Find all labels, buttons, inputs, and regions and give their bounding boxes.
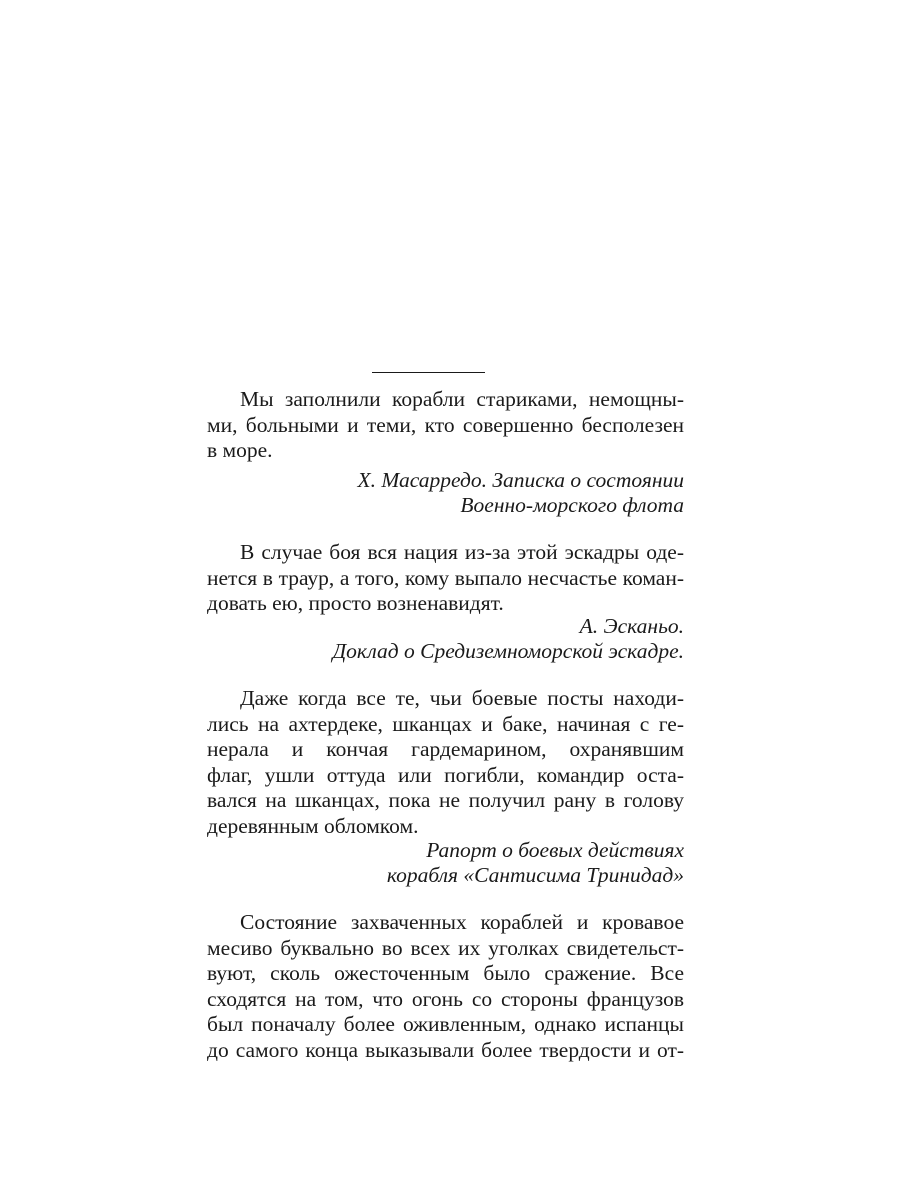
epigraph-1-text xyxy=(207,387,684,464)
epigraph-line: ми, больными и теми, кто совершенно бесполезен xyxy=(207,412,684,437)
epigraph-2-source xyxy=(207,614,684,664)
epigraph-line: сходятся на том, что огонь со стороны французов xyxy=(207,986,684,1011)
epigraph-line: Состояние захваченных кораблей и кровавое xyxy=(240,910,684,934)
epigraph-3-text xyxy=(207,686,684,840)
section-rule xyxy=(372,372,485,373)
epigraph-4-text xyxy=(207,910,684,1064)
epigraph-line: вуют, сколь ожесточенным было сражение. Все xyxy=(207,961,684,986)
source-line: Доклад о Средиземноморской эскадре. xyxy=(332,639,684,663)
epigraph-line: нерала и кончая гардемарином, охранявшим xyxy=(207,737,684,762)
epigraph-line: довать ею, просто возненавидят. xyxy=(207,591,504,616)
epigraph-line: флаг, ушли оттуда или погибли, командир оста- xyxy=(207,762,684,787)
source-line: Военно-морского флота xyxy=(460,493,684,517)
epigraph-line: в море. xyxy=(207,438,273,463)
epigraph-line: нется в траур, а того, кому выпало несчастье коман- xyxy=(207,565,684,590)
epigraph-line: лись на ахтердеке, шканцах и баке, начиная с ге- xyxy=(207,711,684,736)
source-line: корабля «Сантисима Тринидад» xyxy=(386,863,684,887)
epigraph-line: Даже когда все те, чьи боевые посты находи- xyxy=(240,686,684,710)
epigraph-line: был поначалу более оживленным, однако испанцы xyxy=(207,1012,684,1037)
epigraph-line: деревянным обломком. xyxy=(207,813,419,838)
epigraph-line: В случае боя вся нация из-за этой эскадры оде- xyxy=(240,540,684,564)
source-line: Х. Масарредо. Записка о состоянии xyxy=(357,468,684,492)
source-line: Рапорт о боевых действиях xyxy=(426,838,684,862)
epigraph-2-text xyxy=(207,540,684,617)
epigraph-line: до самого конца выказывали более твердости и от- xyxy=(207,1037,684,1062)
source-line: А. Эсканьо. xyxy=(579,614,684,638)
epigraph-1-source xyxy=(207,468,684,518)
epigraph-line: Мы заполнили корабли стариками, немощны- xyxy=(240,387,684,411)
epigraph-line: вался на шканцах, пока не получил рану в голову xyxy=(207,788,684,813)
epigraph-3-source xyxy=(207,838,684,888)
epigraph-line: месиво буквально во всех их уголках свидетельст- xyxy=(207,935,684,960)
